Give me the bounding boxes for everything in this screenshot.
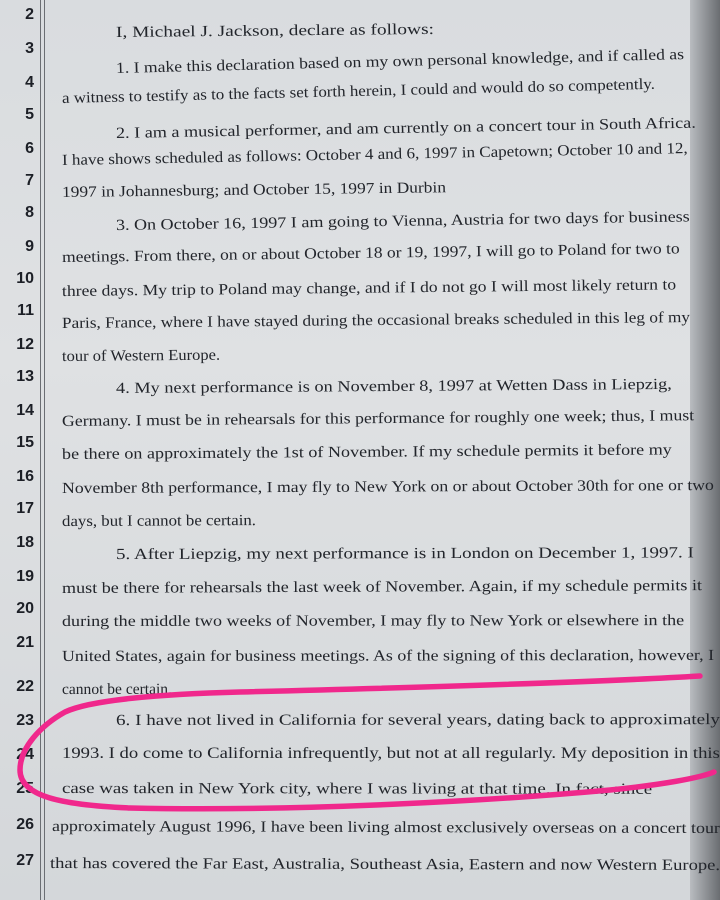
declaration-line: Germany. I must be in rehearsals for this performance for roughly one week; thus, I must <box>61 407 695 430</box>
line-number: 5 <box>25 106 34 123</box>
declaration-line: 6. I have not lived in California for several years, dating back to approximately <box>115 711 720 729</box>
declaration-line: I, Michael J. Jackson, declare as follows: <box>115 20 435 41</box>
margin-rule-left <box>40 0 41 900</box>
line-number: 24 <box>16 746 34 763</box>
declaration-line: days, but I cannot be certain. <box>61 512 257 530</box>
declaration-line: 1997 in Johannesburg; and October 15, 1997 in Durbin <box>61 179 447 201</box>
margin-rule-left-inner <box>44 0 45 900</box>
line-number: 17 <box>16 500 34 517</box>
line-number: 16 <box>16 468 34 485</box>
declaration-line: three days. My trip to Poland may change, and if I do not go I will most likely return to <box>61 276 677 300</box>
declaration-line: case was taken in New York city, where I was living at that time. In fact, since <box>61 780 653 798</box>
declaration-line: Paris, France, where I have stayed during the occasional breaks scheduled in this leg of my <box>61 309 691 332</box>
line-number: 25 <box>16 780 34 797</box>
declaration-line: 1. I make this declaration based on my own personal knowledge, and if called as <box>115 46 685 77</box>
declaration-line: approximately August 1996, I have been living almost exclusively overseas on a concert tour <box>51 818 720 838</box>
line-number: 20 <box>16 600 34 617</box>
declaration-line: November 8th performance, I may fly to New York on or about October 30th for one or two <box>61 477 714 497</box>
line-number: 7 <box>25 172 34 189</box>
declaration-line: 2. I am a musical performer, and am currently on a concert tour in South Africa. <box>115 114 696 142</box>
line-number: 22 <box>16 678 34 695</box>
line-number: 3 <box>25 40 34 57</box>
declaration-line: 5. After Liepzig, my next performance is in London on December 1, 1997. I <box>115 544 694 563</box>
line-number: 26 <box>16 816 34 833</box>
line-number: 15 <box>16 434 34 451</box>
declaration-line: 3. On October 16, 1997 I am going to Vienna, Austria for two days for business <box>115 208 690 234</box>
line-number: 8 <box>25 204 34 221</box>
line-number: 11 <box>17 302 34 319</box>
line-number: 18 <box>16 534 34 551</box>
declaration-line: United States, again for business meetings. As of the signing of this declaration, however, I <box>61 647 715 665</box>
line-number: 19 <box>16 568 34 585</box>
line-number: 10 <box>16 270 34 287</box>
line-number: 12 <box>16 336 34 353</box>
line-number: 9 <box>25 238 34 255</box>
declaration-line: I have shows scheduled as follows: October 4 and 6, 1997 in Capetown; October 10 and 12, <box>61 140 688 169</box>
page-edge-shadow <box>690 0 720 900</box>
declaration-line: meetings. From there, on or about October 18 or 19, 1997, I will go to Poland for two to <box>61 240 680 266</box>
declaration-line: be there on approximately the 1st of November. If my schedule permits it before my <box>61 441 672 463</box>
declaration-line: must be there for rehearsals the last week of November. Again, if my schedule permits it <box>61 577 703 597</box>
declaration-line: tour of Western Europe. <box>61 346 221 365</box>
declaration-line: cannot be certain. <box>61 680 172 698</box>
declaration-line: 1993. I do come to California infrequently, but not at all regularly. My deposition in this <box>62 745 720 762</box>
line-number: 23 <box>16 712 34 729</box>
declaration-line: that has covered the Far East, Australia, Southeast Asia, Eastern and now Western Europe. <box>49 855 720 874</box>
line-number: 14 <box>16 402 34 419</box>
declaration-line: during the middle two weeks of November, I may fly to New York or elsewhere in the <box>61 612 685 630</box>
line-number: 4 <box>25 74 34 91</box>
line-number: 27 <box>16 852 34 869</box>
line-number: 2 <box>25 6 34 23</box>
line-number: 6 <box>25 140 34 157</box>
declaration-line: a witness to testify as to the facts set forth herein, I could and would do so competently. <box>61 75 656 107</box>
line-number: 21 <box>16 634 34 651</box>
line-number: 13 <box>16 368 34 385</box>
declaration-line: 4. My next performance is on November 8, 1997 at Wetten Dass in Liepzig, <box>115 375 672 397</box>
